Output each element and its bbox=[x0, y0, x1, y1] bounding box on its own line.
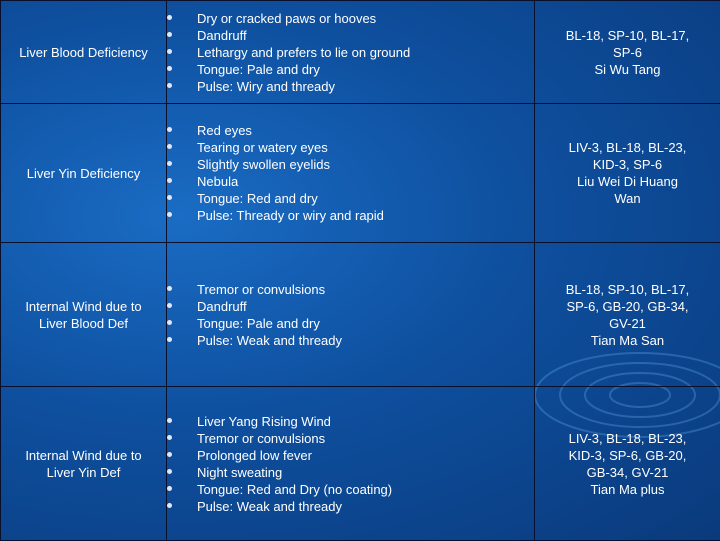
bullet-icon bbox=[167, 286, 172, 291]
bullet-icon bbox=[167, 337, 172, 342]
bullet-icon bbox=[167, 503, 172, 508]
sign-text: Red eyes bbox=[197, 123, 252, 138]
bullet-icon bbox=[167, 320, 172, 325]
treatment-line: LIV-3, BL-18, BL-23, bbox=[535, 139, 720, 156]
bullet-icon bbox=[167, 486, 172, 491]
sign-text: Tearing or watery eyes bbox=[197, 140, 328, 155]
bullet-icon bbox=[167, 418, 172, 423]
sign-text: Dry or cracked paws or hooves bbox=[197, 11, 376, 26]
condition-label: Internal Wind due to bbox=[1, 298, 166, 315]
list-item bbox=[167, 481, 534, 498]
list-item bbox=[167, 44, 534, 61]
sign-text: Pulse: Weak and thready bbox=[197, 499, 342, 514]
sign-text: Pulse: Wiry and thready bbox=[197, 79, 335, 94]
condition-label: Internal Wind due to bbox=[1, 447, 166, 464]
list-item bbox=[167, 156, 534, 173]
signs-list bbox=[167, 413, 534, 515]
bullet-icon bbox=[167, 83, 172, 88]
signs-cell bbox=[167, 1, 535, 104]
bullet-icon bbox=[167, 49, 172, 54]
sign-text: Tremor or convulsions bbox=[197, 431, 325, 446]
treatment-line: Wan bbox=[535, 190, 720, 207]
bullet-icon bbox=[167, 161, 172, 166]
sign-text: Dandruff bbox=[197, 299, 247, 314]
list-item bbox=[167, 173, 534, 190]
list-item bbox=[167, 413, 534, 430]
list-item bbox=[167, 207, 534, 224]
signs-cell bbox=[167, 243, 535, 387]
list-item bbox=[167, 78, 534, 95]
bullet-icon bbox=[167, 195, 172, 200]
condition-label: Liver Yin Def bbox=[1, 464, 166, 481]
bullet-icon bbox=[167, 32, 172, 37]
list-item bbox=[167, 10, 534, 27]
sign-text: Night sweating bbox=[197, 465, 282, 480]
table-body bbox=[1, 1, 720, 541]
treatment-line: GV-21 bbox=[535, 315, 720, 332]
table-row bbox=[1, 243, 720, 387]
list-item bbox=[167, 464, 534, 481]
condition-label: Liver Blood Deficiency bbox=[1, 44, 166, 61]
sign-text: Pulse: Weak and thready bbox=[197, 333, 342, 348]
treatment-line: Si Wu Tang bbox=[535, 61, 720, 78]
bullet-icon bbox=[167, 144, 172, 149]
sign-text: Tremor or convulsions bbox=[197, 282, 325, 297]
treatment-cell bbox=[535, 104, 720, 243]
bullet-icon bbox=[167, 469, 172, 474]
signs-cell bbox=[167, 104, 535, 243]
list-item bbox=[167, 498, 534, 515]
sign-text: Tongue: Red and dry bbox=[197, 191, 318, 206]
list-item bbox=[167, 430, 534, 447]
signs-list bbox=[167, 281, 534, 349]
treatment-line: SP-6 bbox=[535, 44, 720, 61]
list-item bbox=[167, 27, 534, 44]
condition-cell bbox=[1, 387, 167, 541]
bullet-icon bbox=[167, 127, 172, 132]
list-item bbox=[167, 281, 534, 298]
treatment-line: Tian Ma San bbox=[535, 332, 720, 349]
treatment-cell bbox=[535, 243, 720, 387]
treatment-cell bbox=[535, 387, 720, 541]
treatment-line: BL-18, SP-10, BL-17, bbox=[535, 27, 720, 44]
sign-text: Tongue: Red and Dry (no coating) bbox=[197, 482, 392, 497]
table-row bbox=[1, 387, 720, 541]
list-item bbox=[167, 332, 534, 349]
signs-cell bbox=[167, 387, 535, 541]
sign-text: Slightly swollen eyelids bbox=[197, 157, 330, 172]
condition-cell bbox=[1, 104, 167, 243]
sign-text: Tongue: Pale and dry bbox=[197, 62, 320, 77]
signs-list bbox=[167, 10, 534, 95]
condition-label: Liver Blood Def bbox=[1, 315, 166, 332]
treatment-cell bbox=[535, 1, 720, 104]
treatment-line: KID-3, SP-6 bbox=[535, 156, 720, 173]
list-item bbox=[167, 122, 534, 139]
sign-text: Tongue: Pale and dry bbox=[197, 316, 320, 331]
treatment-line: KID-3, SP-6, GB-20, bbox=[535, 447, 720, 464]
bullet-icon bbox=[167, 452, 172, 457]
condition-label: Liver Yin Deficiency bbox=[1, 165, 166, 182]
signs-list bbox=[167, 122, 534, 224]
treatment-line: Liu Wei Di Huang bbox=[535, 173, 720, 190]
bullet-icon bbox=[167, 212, 172, 217]
sign-text: Pulse: Thready or wiry and rapid bbox=[197, 208, 384, 223]
list-item bbox=[167, 61, 534, 78]
sign-text: Dandruff bbox=[197, 28, 247, 43]
treatment-line: GB-34, GV-21 bbox=[535, 464, 720, 481]
treatment-line: BL-18, SP-10, BL-17, bbox=[535, 281, 720, 298]
sign-text: Lethargy and prefers to lie on ground bbox=[197, 45, 410, 60]
list-item bbox=[167, 447, 534, 464]
bullet-icon bbox=[167, 15, 172, 20]
treatment-line: Tian Ma plus bbox=[535, 481, 720, 498]
list-item bbox=[167, 298, 534, 315]
bullet-icon bbox=[167, 66, 172, 71]
bullet-icon bbox=[167, 303, 172, 308]
table-row bbox=[1, 1, 720, 104]
list-item bbox=[167, 139, 534, 156]
list-item bbox=[167, 190, 534, 207]
table-row bbox=[1, 104, 720, 243]
sign-text: Liver Yang Rising Wind bbox=[197, 414, 331, 429]
sign-text: Nebula bbox=[197, 174, 238, 189]
treatment-line: SP-6, GB-20, GB-34, bbox=[535, 298, 720, 315]
sign-text: Prolonged low fever bbox=[197, 448, 312, 463]
treatment-line: LIV-3, BL-18, BL-23, bbox=[535, 430, 720, 447]
condition-cell bbox=[1, 243, 167, 387]
list-item bbox=[167, 315, 534, 332]
bullet-icon bbox=[167, 178, 172, 183]
condition-cell bbox=[1, 1, 167, 104]
bullet-icon bbox=[167, 435, 172, 440]
